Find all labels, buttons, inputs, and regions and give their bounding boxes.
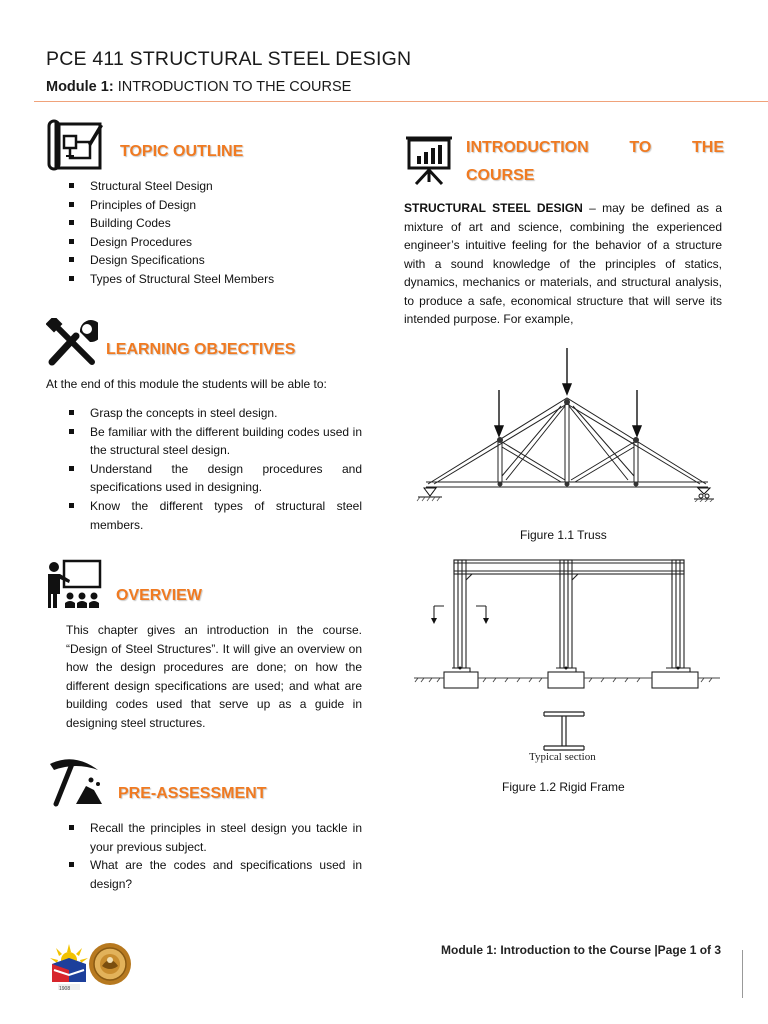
list-item: Grasp the concepts in steel design. — [66, 404, 362, 423]
typical-section-label: Typical section — [529, 751, 596, 763]
document-title: PCE 411 STRUCTURAL STEEL DESIGN — [46, 48, 412, 70]
objectives-list — [66, 404, 362, 534]
list-item: Recall the principles in steel design you tackle in your previous subject. — [66, 819, 362, 856]
topic-outline-heading: TOPIC OUTLINE — [120, 143, 244, 160]
overview-text: This chapter gives an introduction in the course. “Design of Steel Structures”. It will give an overview on how the design procedures are done; on how the different design specifications are used; and what are building codes used that serve up as a guide in designing steel structures. — [66, 623, 362, 730]
rigid-frame-figure — [414, 554, 720, 773]
truss-figure — [416, 346, 716, 507]
learning-objectives-heading: LEARNING OBJECTIVES — [106, 341, 296, 358]
list-item: Be familiar with the different building codes used in the structural steel design. — [66, 423, 362, 460]
list-item: Principles of Design — [66, 196, 366, 215]
topic-outline-list — [66, 177, 366, 289]
list-item: Types of Structural Steel Members — [66, 270, 366, 289]
footer-divider — [742, 950, 743, 998]
seal-year: 1908 — [59, 986, 71, 992]
overview-heading: OVERVIEW — [116, 587, 202, 604]
pickaxe-icon — [46, 756, 106, 808]
header-rule — [34, 101, 768, 102]
list-item: Know the different types of structural steel members. — [66, 497, 362, 534]
page-footer: Module 1: Introduction to the Course |Page 1 of 3 — [441, 943, 722, 957]
introduction-paragraph — [404, 199, 722, 329]
definition-text: – may be defined as a mixture of art and science, combining the experienced engineer’s intuitive feeling for the behavior of a structure with a sound knowledge of the principles of statics, dynamics, mechanics or materials, and structural analysis, to produce a safe, economical structure that will serve its intended purpose. For example, — [404, 201, 722, 326]
introduction-heading-line1: INTRODUCTION TO THE — [466, 139, 724, 156]
presenter-icon — [44, 558, 104, 612]
module-label: Module 1: — [46, 79, 114, 95]
objectives-intro: At the end of this module the students will be able to: — [46, 377, 327, 391]
university-seal-logo — [88, 942, 132, 991]
pre-assessment-heading: PRE-ASSESSMENT — [118, 785, 267, 802]
presentation-board-icon — [404, 134, 454, 186]
introduction-heading-line2: COURSE — [466, 167, 535, 184]
rigid-frame-caption: Figure 1.2 Rigid Frame — [502, 780, 625, 794]
tools-icon — [46, 318, 98, 366]
definition-term: STRUCTURAL STEEL DESIGN — [404, 201, 583, 215]
list-item: What are the codes and specifications used in design? — [66, 856, 362, 893]
blueprint-icon — [46, 118, 104, 172]
truss-caption: Figure 1.1 Truss — [520, 528, 607, 542]
module-title: INTRODUCTION TO THE COURSE — [117, 79, 352, 95]
list-item: Design Procedures — [66, 233, 366, 252]
list-item: Understand the design procedures and specifications used in designing. — [66, 460, 362, 497]
list-item: Design Specifications — [66, 251, 366, 270]
module-subtitle — [46, 79, 351, 95]
pre-assessment-list — [66, 819, 362, 893]
list-item: Structural Steel Design — [66, 177, 366, 196]
list-item: Building Codes — [66, 214, 366, 233]
